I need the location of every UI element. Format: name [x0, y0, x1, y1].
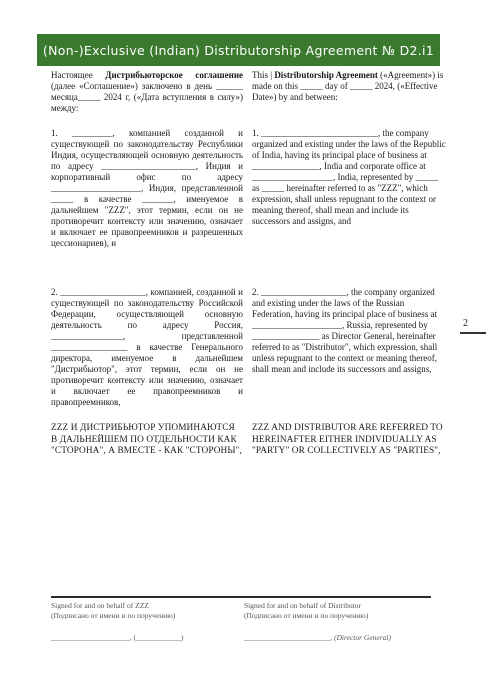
party1-en [252, 128, 446, 227]
intro-en-bold: Distributorship Agreement [274, 70, 378, 80]
intro-en-pre: This | [252, 70, 275, 80]
signature-divider [51, 596, 431, 598]
party1-ru-text: 1. _________, компанией созданной и существующей по законодательству Республики Индия, осуществляющей основную деятельность по адресу _____________________, Индия и корпоративный офис по адресу ____________________, Индия, представленной _____ в качестве _______, именуемое в дальнейшем "ZZZ", этот термин, если он не противоречит контексту или значению, означает и включает ее правопреемников и разрешенных цессионариев), и [51, 128, 243, 248]
intro-ru-post: (далее «Соглашение») заключено в день ______ месяца_____ 2024 г, («Дата вступления в силу») между: [51, 81, 243, 113]
parties-clause-ru [51, 423, 243, 458]
sig-dist-line1: Signed for and on behalf of Distributor [244, 601, 362, 610]
party2-ru [51, 287, 243, 408]
sig-zzz-line1: Signed for and on behalf of ZZZ [51, 601, 149, 610]
signature-block-distributor [244, 601, 391, 643]
sig-zzz-role-blank: ____________ [136, 633, 181, 642]
intro-ru-bold: Дистрибьюторское соглашение [105, 70, 243, 80]
document-title: (Non-)Exclusive (Indian) Distributorship Agreement № D2.i1 [42, 42, 435, 58]
sig-zzz-blank: _____________________, ( [51, 633, 136, 642]
party1-en-text: 1. __________________________, the company organized and existing under the laws of the Republic of India, having its principal place of business at _______________, India and corporate office at __________________, India, represented by _____ as _____ hereinafter referred to as "ZZZ", which expression, shall unless repugnant to the context or meaning thereof, shall mean and include its successors and assigns, and [252, 128, 446, 226]
parties-clause-ru-text: ZZZ И ДИСТРИБЬЮТОР УПОМИНАЮТСЯ В ДАЛЬНЕЙШЕМ ПО ОТДЕЛЬНОСТИ КАК "СТОРОНА", А ВМЕСТЕ - КАК "СТОРОНЫ", [51, 423, 242, 456]
party1-ru [51, 128, 243, 249]
sig-zzz-line2: (Подписано от имени и по поручению) [51, 610, 176, 620]
page-number: 2 [463, 318, 468, 329]
intro-ru-pre: Настоящее [51, 70, 106, 80]
party2-en-text: 2. ___________________, the company organized and existing under the laws of the Russian Federation, having its principal place of business at ____________________, Russia, represented by _______________ as Director General, hereinafter referred to as "Distributor", which expression, shall unless repugnant to the context or meaning thereof, shall mean and include its successors and assigns, [252, 287, 438, 374]
intro-en-post: («Agreement») is made on this _____ day of _____ 2024, («Effective Date») by and between: [252, 70, 444, 102]
sig-zzz-close: ) [181, 633, 184, 642]
intro-en [252, 70, 446, 103]
intro-ru [51, 70, 243, 114]
sig-dist-role: (Director General) [334, 633, 391, 642]
sig-dist-blank: _______________________, [244, 633, 334, 642]
signature-block-zzz [51, 601, 184, 643]
document-title-banner [37, 34, 440, 66]
parties-clause-en [252, 423, 446, 458]
party2-en [252, 287, 446, 375]
sig-dist-line2: (Подписано от имени и по поручению) [244, 610, 369, 620]
party2-ru-text: 2. ___________________, компанией, созданной и существующей по законодательству Российской Федерации, осуществляющей основную деятельность по адресу Россия, ________________, представленной _________________ в качестве Генерального директора, именуемое в дальнейшем "Дистрибьютор", этот термин, если он не противоречит контексту или значению, означает и включает ее правопреемников и правопреемников, [51, 287, 243, 407]
parties-clause-en-text: ZZZ AND DISTRIBUTOR ARE REFERRED TO HEREINAFTER EITHER INDIVIDUALLY AS "PARTY" OR COLLECTIVELY AS "PARTIES", [252, 423, 443, 456]
sig-dist-line-row [244, 633, 391, 643]
page-number-rule [460, 332, 486, 334]
sig-zzz-line-row [51, 633, 184, 643]
